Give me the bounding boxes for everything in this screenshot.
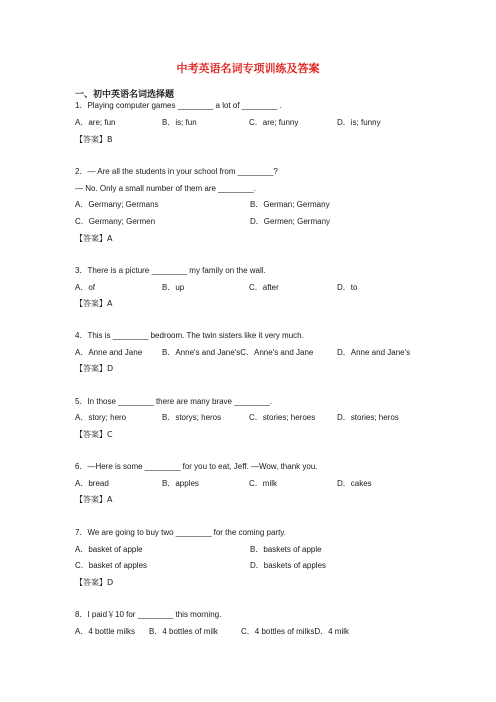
question-8-option-b: B．4 bottles of milk xyxy=(149,627,218,636)
document-title: 中考英语名词专项训练及答案 xyxy=(176,62,320,75)
question-1-stem: 1．Playing computer games ________ a lot of ________ . xyxy=(75,101,282,110)
question-7-option-b: B．baskets of apple xyxy=(250,545,322,554)
question-7-option-c: C．basket of apples xyxy=(75,561,148,570)
question-2-option-a: A．Germany; Germans xyxy=(75,200,159,209)
question-2-answer: 【答案】A xyxy=(75,234,113,243)
section-heading: 一、初中英语名词选择题 xyxy=(75,90,175,100)
question-3-option-a: A．of xyxy=(75,283,96,292)
question-7-option-d: D．baskets of apples xyxy=(250,561,327,570)
question-1-option-c: C．are; funny xyxy=(249,118,299,127)
question-1-option-b: B．is; fun xyxy=(162,118,197,127)
question-5-answer: 【答案】C xyxy=(75,430,113,439)
question-3-option-c: C．after xyxy=(249,283,279,292)
question-1-option-d: D．is; funny xyxy=(337,118,381,127)
question-8-option-a: A．4 bottle milks xyxy=(75,627,136,636)
question-5-option-a: A．story; hero xyxy=(75,413,127,422)
question-6-option-d: D．cakes xyxy=(337,479,372,488)
question-6-answer: 【答案】A xyxy=(75,495,113,504)
question-3-answer: 【答案】A xyxy=(75,299,113,308)
question-5-option-c: C．stories; heroes xyxy=(249,413,316,422)
question-7-answer: 【答案】D xyxy=(75,578,114,587)
question-6-option-a: A．bread xyxy=(75,479,109,488)
question-7-option-a: A．basket of apple xyxy=(75,545,143,554)
question-3-option-b: B．up xyxy=(162,283,185,292)
question-4-answer: 【答案】D xyxy=(75,364,114,373)
question-8-stem: 8．I paid￥10 for ________ this morning. xyxy=(75,610,222,619)
question-2-option-d: D．Germen; Germany xyxy=(250,217,331,226)
question-8-option-c-d: C．4 bottles of milksD．4 milk xyxy=(241,627,350,636)
question-4-option-d: D．Anne and Jane's xyxy=(337,348,411,357)
question-7-stem: 7．We are going to buy two ________ for the coming party. xyxy=(75,528,286,537)
question-5-option-d: D．stories; heros xyxy=(337,413,399,422)
question-3-stem: 3．There is a picture ________ my family on the wall. xyxy=(75,266,266,275)
question-6-option-c: C．milk xyxy=(249,479,277,488)
question-4-stem: 4．This is ________ bedroom. The twin sisters like it very much. xyxy=(75,331,304,340)
question-5-stem: 5．In those ________ there are many brave ________. xyxy=(75,397,273,406)
question-2-option-c: C．Germany; Germen xyxy=(75,217,156,226)
question-5-option-b: B．storys; heros xyxy=(162,413,222,422)
question-1-answer: 【答案】B xyxy=(75,135,113,144)
question-2-option-b: B．German; Germany xyxy=(250,200,330,209)
question-4-option-b-c: B．Anne's and Jane'sC．Anne's and Jane xyxy=(162,348,314,357)
question-2-stem-reply: — No. Only a small number of them are ________. xyxy=(75,184,256,193)
question-2-stem: 2．— Are all the students in your school from ________? xyxy=(75,167,278,176)
question-6-option-b: B．apples xyxy=(162,479,199,488)
question-4-option-a: A．Anne and Jane xyxy=(75,348,143,357)
question-3-option-d: D．to xyxy=(337,283,358,292)
question-6-stem: 6．—Here is some ________ for you to eat, Jeff. —Wow, thank you. xyxy=(75,462,318,471)
question-1-option-a: A．are; fun xyxy=(75,118,116,127)
